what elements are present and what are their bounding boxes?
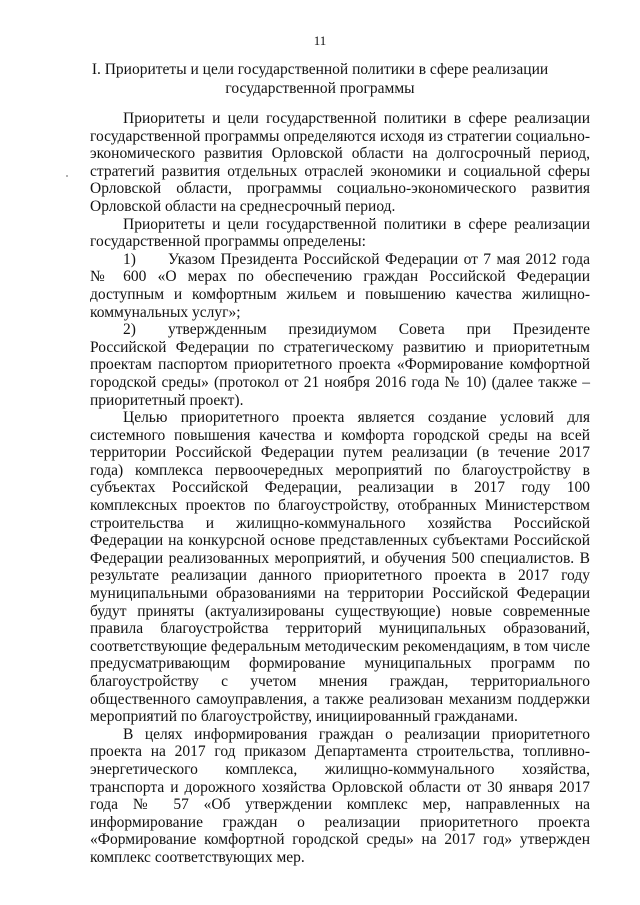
list-item-2-number: 2) [123,321,136,339]
paragraph-project-goal: Целью приоритетного проекта является создание условий для системного повышения качества и комфорта городской среды на всей территории Российской Федерации путем реализации (в течение 2017 года) комплекса первоочередных мероприятий по благоустройству в субъектах Российской Федерации, реализации в 2017 году 100 комплексных проектов по благоустройству, отобранных Министерством строительства и жилищно-коммунального хозяйства Российской Федерации на конкурсной основе представленных субъектами Российской Федерации реализованных мероприятий, и обучения 500 специалистов. В результате реализации данного приоритетного проекта в 2017 году муниципальными образованиями на территории Российской Федерации будут приняты (актуализированы существующие) новые современные правила благоустройства территорий муниципальных образований, соответствующие федеральным методическим рекомендациям, в том числе предусматривающим формирование муниципальных программ по благоустройству с учетом мнения граждан, территориального общественного самоуправления, а также реализован механизм поддержки мероприятий по благоустройству, инициированный гражданами. [90,409,590,726]
paragraph-informing-citizens: В целях информирования граждан о реализации приоритетного проекта на 2017 год приказом Департамента строительства, топливно-энергетического комплекса, жилищно-коммунального хозяйства, транспорта и дорожного хозяйства Орловской области от 30 января 2017 года № 57 «Об утверждении комплекс мер, направленных на информирование граждан о реализации приоритетного проекта «Формирование комфортной городской среды» на 2017 год» утвержден комплекс соответствующих мер. [90,725,590,866]
margin-mark [66,175,68,177]
paragraph-strategy: Приоритеты и цели государственной политики в сфере реализации государственной программы определяются исходя из стратегии социально-экономического развития Орловской области на долгосрочный период, стратегий развития отдельных отраслей экономики и социальной сферы Орловской области, программы социально-экономического развития Орловской области на среднесрочный период. [90,110,590,215]
list-item-2 [90,321,590,409]
section-heading-line-2: государственной программы [225,80,415,97]
document-body [90,110,590,867]
section-heading-line-1: I. Приоритеты и цели государственной политики в сфере реализации [91,61,549,78]
list-item-1-text: Указом Президента Российской Федерации от 7 мая 2012 года № 600 «О мерах по обеспечению граждан Российской Федерации доступным и комфортным жильем и повышению качества жилищно-коммунальных услуг»; [90,250,590,321]
list-item-1-number: 1) [123,250,136,268]
section-heading [80,60,560,98]
page-number: 11 [313,33,327,48]
list-item-1 [90,251,590,321]
paragraph-priorities-defined: Приоритеты и цели государственной политики в сфере реализации государственной программы определены: [90,215,590,251]
list-item-2-text: утвержденным президиумом Совета при Президенте Российской Федерации по стратегическому развитию и приоритетным проектам паспортом приоритетного проекта «Формирование комфортной городской среды» (протокол от 21 ноября 2016 года № 10) (далее также – приоритетный проект). [90,321,590,409]
